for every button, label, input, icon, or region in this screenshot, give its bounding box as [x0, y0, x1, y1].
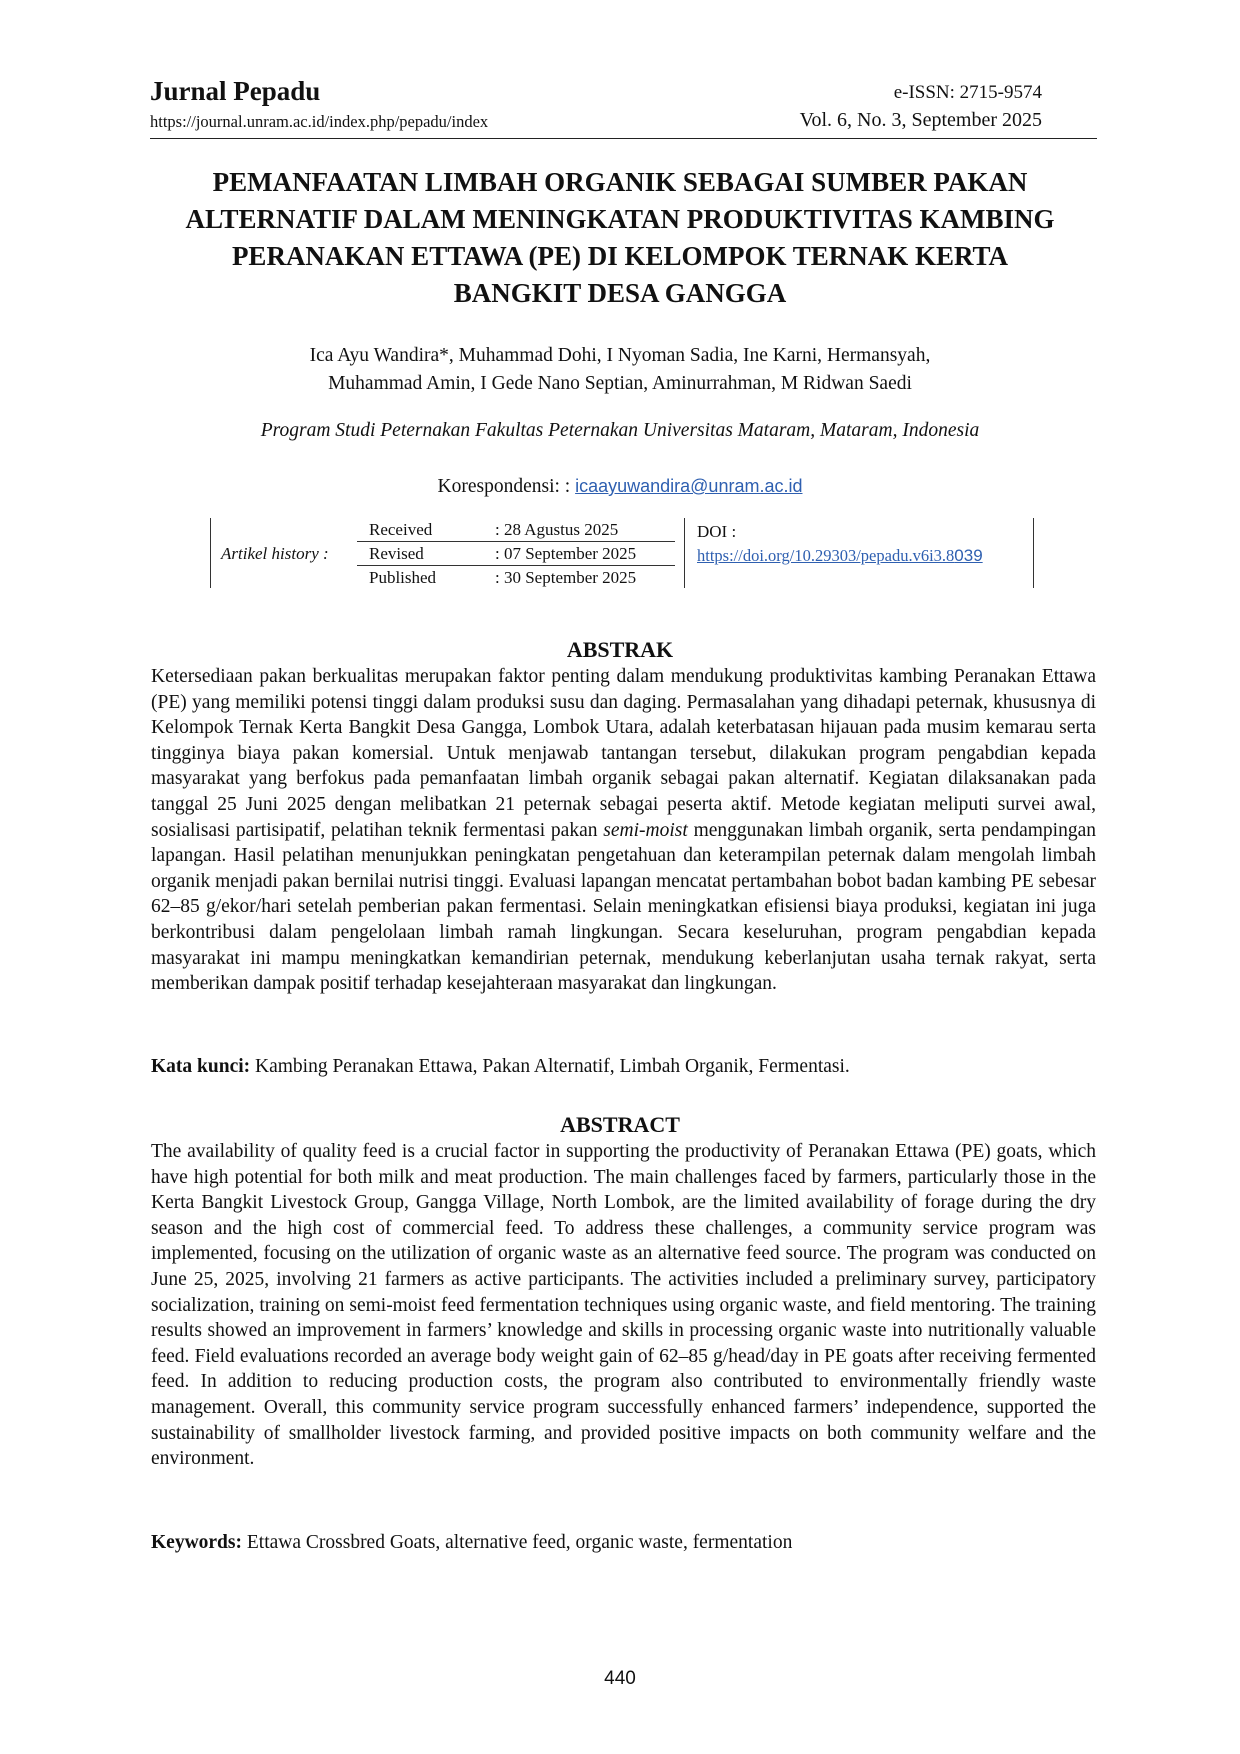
journal-volume: Vol. 6, No. 3, September 2025: [799, 109, 1042, 131]
correspondence: [140, 476, 1100, 498]
revised-label: Revised: [357, 542, 495, 566]
history-row-received: [357, 518, 675, 542]
abstract-heading: ABSTRACT: [560, 1112, 680, 1137]
doi-link[interactable]: [697, 546, 983, 566]
page-number: 440: [604, 1668, 636, 1689]
kata-kunci: [151, 1056, 1096, 1078]
title-line: PEMANFAATAN LIMBAH ORGANIK SEBAGAI SUMBER PAKAN: [212, 167, 1028, 197]
revised-value: : 07 September 2025: [495, 542, 675, 566]
abstrak-italic-term: semi-moist: [603, 819, 688, 841]
journal-url[interactable]: https://journal.unram.ac.id/index.php/pepadu/index: [150, 112, 489, 131]
keywords-label: Keywords:: [151, 1532, 242, 1553]
running-header: [150, 72, 1097, 139]
author-line: Muhammad Amin, I Gede Nano Septian, Aminurrahman, M Ridwan Saedi: [328, 373, 912, 394]
abstrak-heading: ABSTRAK: [566, 637, 674, 662]
affiliation: Program Studi Peternakan Fakultas Peternakan Universitas Mataram, Mataram, Indonesia: [260, 420, 980, 441]
article-history-box: [210, 518, 1034, 588]
doi-link-tail[interactable]: 039: [954, 546, 983, 565]
keywords: [151, 1532, 1096, 1554]
abstrak-text-1: Ketersediaan pakan berkualitas merupakan faktor penting dalam mendukung produktivitas kambing Peranakan Ettawa (PE) yang memiliki potensi tinggi dalam produksi susu dan daging. Permasalahan yang dihadapi peternak, khususnya di Kelompok Ternak Kerta Bangkit Desa Gangga, Lombok Utara, adalah keterbatasan hijauan pada musim kemarau serta tingginya biaya pakan komersial. Untuk menjawab tantangan tersebut, dilakukan program pengabdian kepada masyarakat yang berfokus pada pemanfaatan limbah organik sebagai pakan alternatif. Kegiatan dilaksanakan pada tanggal 25 Juni 2025 dengan melibatkan 21 peternak sebagai peserta aktif. Metode kegiatan meliputi survei awal, sosialisasi partisipatif, pelatihan teknik fermentasi pakan: [151, 666, 1096, 841]
history-row-published: [357, 566, 675, 590]
author-line: Ica Ayu Wandira*, Muhammad Dohi, I Nyoman Sadia, Ine Karni, Hermansyah,: [309, 345, 931, 366]
correspondence-email-link[interactable]: icaayuwandira@unram.ac.id: [575, 476, 803, 496]
kata-kunci-text: Kambing Peranakan Ettawa, Pakan Alternatif, Limbah Organik, Fermentasi.: [250, 1056, 850, 1077]
title-line: ALTERNATIF DALAM MENINGKATAN PRODUKTIVITAS KAMBING: [185, 204, 1055, 234]
doi-link-main[interactable]: https://doi.org/10.29303/pepadu.v6i3.8: [697, 546, 955, 565]
received-value: : 28 Agustus 2025: [495, 519, 619, 539]
doi-label: DOI :: [697, 522, 737, 541]
author-list: [140, 342, 1100, 398]
published-label: Published: [369, 567, 437, 587]
published-value: : 30 September 2025: [495, 567, 637, 587]
abstrak-text-2: menggunakan limbah organik, serta pendampingan lapangan. Hasil pelatihan menunjukkan peningkatan pengetahuan dan keterampilan peternak dalam mengolah limbah organik menjadi pakan bernilai nutrisi tinggi. Evaluasi lapangan mencatat pertambahan bobot badan kambing PE sebesar 62–85 g/ekor/hari setelah pemberian pakan fermentasi. Selain meningkatkan efisiensi biaya produksi, kegiatan ini juga berkontribusi dalam pengelolaan limbah ramah lingkungan. Secara keseluruhan, program pengabdian kepada masyarakat ini mampu meningkatkan kemandirian peternak, mendukung keberlanjutan usaha ternak rakyat, serta memberikan dampak positif terhadap kesejahteraan masyarakat dan lingkungan.: [151, 819, 1096, 995]
article-title: [140, 164, 1100, 312]
abstract-body: The availability of quality feed is a crucial factor in supporting the productivity of Peranakan Ettawa (PE) goats, which have high potential for both milk and meat production. The main challenges faced by farmers, particularly those in the Kerta Bangkit Livestock Group, Gangga Village, North Lombok, are the limited availability of forage during the dry season and the high cost of commercial feed. To address these challenges, a community service program was implemented, focusing on the utilization of organic waste as an alternative feed source. The program was conducted on June 25, 2025, involving 21 farmers as active participants. The activities included a preliminary survey, participatory socialization, training on semi-moist feed fermentation techniques using organic waste, and field mentoring. The training results showed an improvement in farmers’ knowledge and skills in processing organic waste into nutritionally valuable feed. Field evaluations recorded an average body weight gain of 62–85 g/head/day in PE goats after receiving fermented feed. In addition to reducing production costs, the program also contributed to environmentally friendly waste management. Overall, this community service program successfully enhanced farmers’ independence, supported the sustainability of smallholder livestock farming, and provided positive impacts on both community welfare and the environment.: [151, 1141, 1096, 1470]
history-divider: [684, 518, 685, 588]
kata-kunci-label: Kata kunci:: [151, 1056, 251, 1077]
received-label: Received: [369, 519, 433, 539]
title-line: PERANAKAN ETTAWA (PE) DI KELOMPOK TERNAK KERTA: [231, 241, 1009, 271]
history-label: Artikel history :: [221, 544, 329, 563]
title-line: BANGKIT DESA GANGGA: [453, 278, 787, 308]
journal-issn: e-ISSN: 2715-9574: [893, 82, 1042, 103]
journal-name: Jurnal Pepadu: [150, 76, 321, 106]
history-table: [357, 518, 675, 589]
correspondence-label: Korespondensi: :: [437, 476, 576, 497]
keywords-text: Ettawa Crossbred Goats, alternative feed, organic waste, fermentation: [242, 1532, 793, 1553]
abstrak-body: [151, 664, 1096, 997]
history-row-revised: [357, 542, 675, 566]
